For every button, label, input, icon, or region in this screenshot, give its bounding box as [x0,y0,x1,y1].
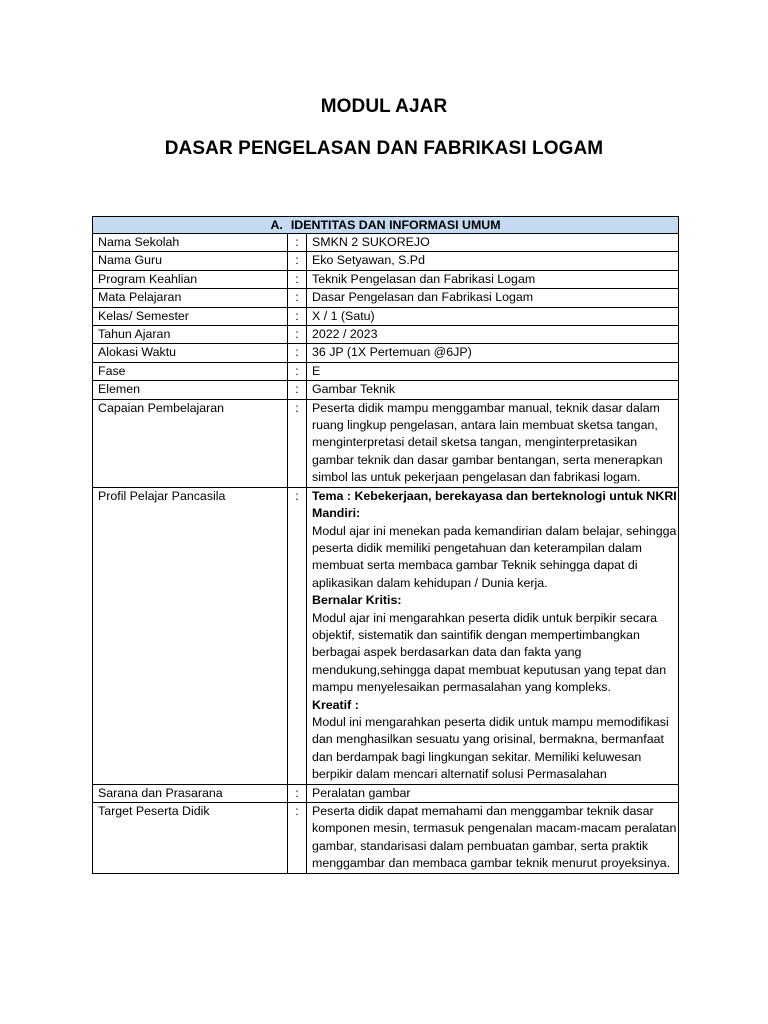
kreatif-text: Modul ini mengarahkan peserta didik untuk mampu memodifikasi dan menghasilkan sesuatu yang orisinal, bermakna, bermanfaat dan berdampak bagi lingkungan sekitar. Memiliki keluwesan berpikir dalam mencari alternatif solusi Permasalahan [312,714,669,782]
row-value: Eko Setyawan, S.Pd [307,252,679,270]
mandiri-heading: Mandiri: [312,506,361,521]
row-value: Gambar Teknik [307,381,679,399]
section-letter: A. [270,218,283,232]
row-value: Teknik Pengelasan dan Fabrikasi Logam [307,270,679,288]
row-separator: : [288,487,307,784]
section-header-row [93,217,679,234]
identity-table [92,216,679,874]
row-label: Fase [93,362,288,380]
profil-tema: Tema : Kebekerjaan, berekayasa dan berteknologi untuk NKRI [312,488,677,503]
row-label: Elemen [93,381,288,399]
row-separator: : [288,784,307,802]
row-value: SMKN 2 SUKOREJO [307,234,679,252]
table-row [93,234,679,252]
mandiri-text: Modul ajar ini menekan pada kemandirian dalam belajar, sehingga peserta didik memiliki pengetahuan dan keterampilan dalam membuat serta membaca gambar Teknik sehingga dapat di aplikasikan dalam kehidupan / Dunia kerja. [312,523,677,590]
row-label: Program Keahlian [93,270,288,288]
row-separator: : [288,344,307,362]
row-separator: : [288,307,307,325]
row-value: 36 JP (1X Pertemuan @6JP) [307,344,679,362]
row-label: Mata Pelajaran [93,289,288,307]
row-separator: : [288,270,307,288]
table-row [93,307,679,325]
table-row [93,399,679,487]
row-separator: : [288,803,307,874]
table-row [93,487,679,784]
table-row [93,326,679,344]
row-value: Dasar Pengelasan dan Fabrikasi Logam [307,289,679,307]
row-label: Kelas/ Semester [93,307,288,325]
row-label: Sarana dan Prasarana [93,784,288,802]
document-title: MODUL AJAR [320,96,448,117]
row-value: Peserta didik mampu menggambar manual, teknik dasar dalam ruang lingkup pengelasan, antara lain membuat sketsa tangan, menginterpretasi detail sketsa tangan, menginterpretasikan gambar teknik dan dasar gambar bentangan, serta menerapkan simbol las untuk pekerjaan pengelasan dan fabrikasi logam. [307,399,679,487]
row-value-profil [307,487,679,784]
row-label: Nama Guru [93,252,288,270]
row-separator: : [288,326,307,344]
row-separator: : [288,252,307,270]
row-separator: : [288,399,307,487]
row-label: Nama Sekolah [93,234,288,252]
row-separator: : [288,289,307,307]
row-label: Tahun Ajaran [93,326,288,344]
table-row [93,362,679,380]
table-row [93,803,679,874]
table-row [93,289,679,307]
bernalar-text: Modul ajar ini mengarahkan peserta didik untuk berpikir secara objektif, sistematik dan saintifik dengan mempertimbangkan berbagai aspek berdasarkan data dan fakta yang mendukung,sehingga dapat membuat keputusan yang tepat dan mampu menyelesaikan permasalahan yang kompleks. [312,610,667,695]
table-row [93,381,679,399]
row-label: Alokasi Waktu [93,344,288,362]
row-separator: : [288,381,307,399]
row-label: Target Peserta Didik [93,803,288,874]
document-subtitle: DASAR PENGELASAN DAN FABRIKASI LOGAM [164,138,604,159]
table-row [93,784,679,802]
table-row [93,252,679,270]
row-value: E [307,362,679,380]
row-value: X / 1 (Satu) [307,307,679,325]
row-separator: : [288,362,307,380]
row-value: 2022 / 2023 [307,326,679,344]
table-row [93,344,679,362]
row-value: Peserta didik dapat memahami dan menggambar teknik dasar komponen mesin, termasuk pengenalan macam-macam peralatan gambar, standarisasi dalam pembuatan gambar, serta praktik menggambar dan membaca gambar teknik menurut proyeksinya. [307,803,679,874]
row-separator: : [288,234,307,252]
table-row [93,270,679,288]
section-heading: IDENTITAS DAN INFORMASI UMUM [290,218,501,232]
row-value: Peralatan gambar [307,784,679,802]
row-label: Profil Pelajar Pancasila [93,487,288,784]
section-header [93,217,679,234]
row-label: Capaian Pembelajaran [93,399,288,487]
kreatif-heading: Kreatif : [312,697,359,712]
bernalar-heading: Bernalar Kritis: [312,593,402,608]
